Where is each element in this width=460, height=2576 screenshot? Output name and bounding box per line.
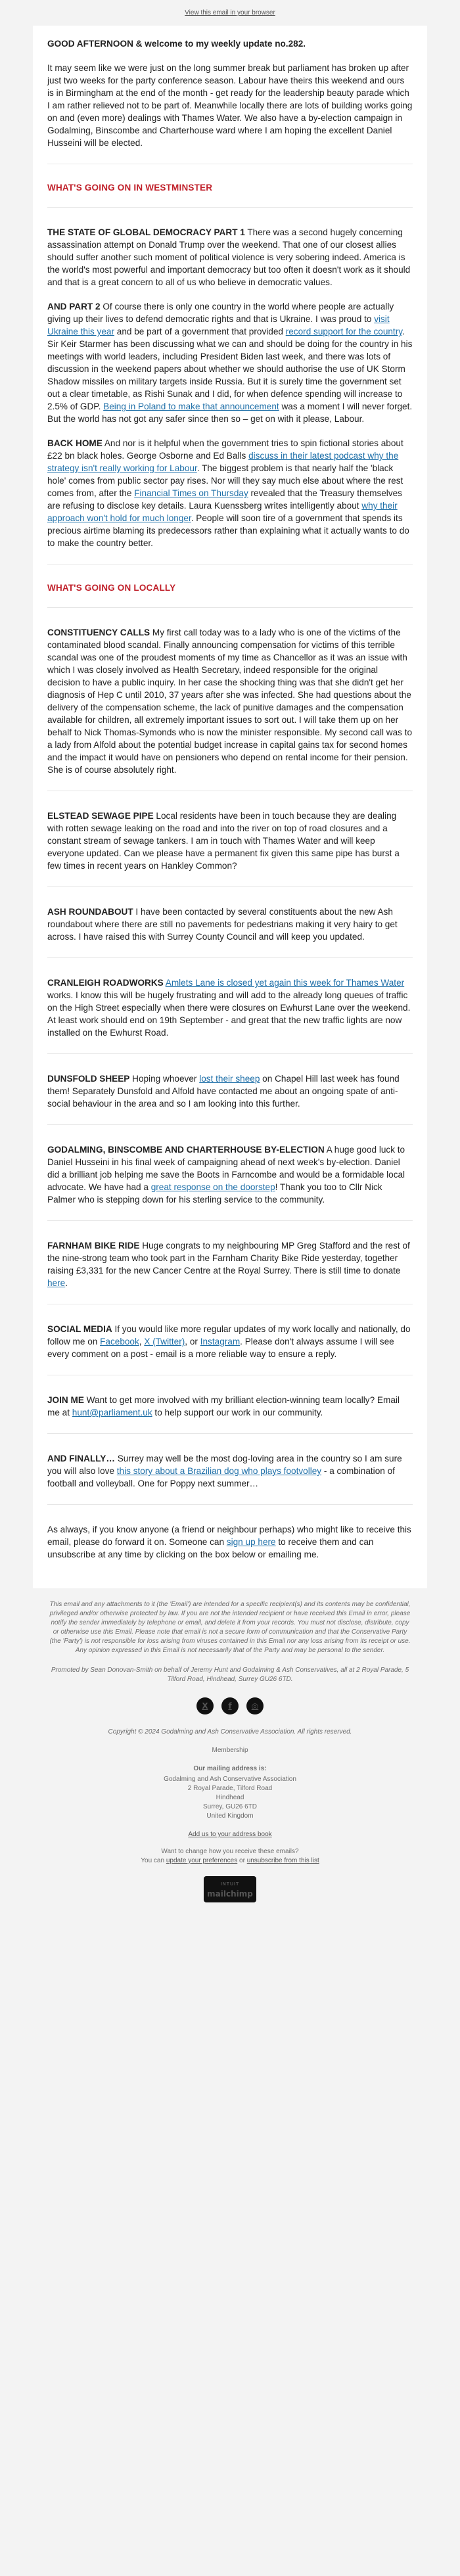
- democracy-part2-paragraph: AND PART 2 Of course there is only one country in the world where people are actually giving up their lives to defend democratic rights and that is Ukraine. I was proud to visit Ukraine this year and be part of a government that provided record support for the country. Sir Keir Starmer has been discussing what we can and should be doing for the country in his meetings with world leaders, including President Biden last week, and there was lots of discussion in the weekend papers about whether we should authorise the use of UK Storm Shadow missiles on military targets inside Russia. But it is surely time the government set out a clear timetable, as Rishi Sunak and I did, for when defence spending will increase to 2.5% of GDP. Being in Poland to make that announcement was a moment I will never forget. But the world has not got any safer since then so – get on with it please, Labour.: [47, 302, 413, 424]
- mailing-address: Godalming and Ash Conservative Association 2 Royal Parade, Tilford Road Hindhead Surrey, GU26 6TD United Kingdom: [164, 1776, 296, 1820]
- join-me-paragraph: JOIN ME Want to get more involved with my brilliant election-winning team locally? Email me at hunt@parliament.uk to help support our work in our community.: [47, 1395, 400, 1417]
- record-support-link[interactable]: record support for the country: [285, 327, 403, 336]
- and-finally-paragraph: AND FINALLY… Surrey may well be the most dog-loving area in the country so I am sure you will also love this story about a Brazilian dog who plays footvolley - a combination of football and volleyball. One for Poppy next summer…: [47, 1454, 402, 1488]
- and-finally-title: AND FINALLY…: [47, 1454, 115, 1463]
- email-link[interactable]: hunt@parliament.uk: [72, 1408, 152, 1417]
- ash-title: ASH ROUNDABOUT: [47, 907, 133, 917]
- join-me-title: JOIN ME: [47, 1395, 84, 1405]
- twitter-link[interactable]: X (Twitter): [144, 1337, 185, 1346]
- add-to-address-book-link[interactable]: Add us to your address book: [188, 1831, 272, 1838]
- cranleigh-paragraph: CRANLEIGH ROADWORKS Amlets Lane is closed yet again this week for Thames Water works. I know this will be hugely frustrating and will add to the already long queues of traffic on the High Street especially when there were closures on Ewhurst Lane over the weekend. At least work should end on 19th September - and great that the new traffic lights are now installed on the Ewhurst Road.: [47, 978, 411, 1038]
- email-body: [33, 26, 427, 1588]
- divider: [47, 1504, 413, 1505]
- kuenssberg-link[interactable]: why their approach won't hold for much longer: [47, 501, 398, 523]
- constituency-calls-paragraph: CONSTITUENCY CALLS My first call today was to a lady who is one of the victims of the contaminated blood scandal. Finally announcing compensation for victims of this terrible scandal was one of the proudest moments of my time as Chancellor as it was an issue with which I was closely involved as Health Secretary, indeed responsible for the original decision to have a public inquiry. In her case the shocking thing was that she didn't get her diagnosis of Hep C until 2010, 37 years after she was infected. She had questions about the delivery of the compensation scheme, the lack of punitive damages and the compensation available for children, all extremely important issues to sort out. I will take them up on her behalf to Nick Thomas-Symonds who is now the minister responsible. My second call was to a lady from Alfold about the potential budget increase in capital gains tax for second homes and the impact it would have on pensioners who depend on rental income for their pension. She is of course absolutely right.: [47, 628, 413, 775]
- divider: [47, 1053, 413, 1054]
- divider: [47, 1220, 413, 1221]
- mailing-address-heading: Our mailing address is:: [193, 1765, 267, 1772]
- social-icons: [47, 1697, 413, 1714]
- elstead-paragraph: ELSTEAD SEWAGE PIPE Local residents have been in touch because they are dealing with rotten sewage leaking on the road and into the river on top of road closures and a constant stream of sewage tankers. I am in touch with Thames Water and will keep everyone updated. Can we please have a permanent fix given this same pipe has burst a few times in recent years on Hankley Common?: [47, 811, 400, 871]
- visit-ukraine-link[interactable]: visit Ukraine this year: [47, 314, 390, 336]
- section-heading-westminster: WHAT'S GOING ON IN WESTMINSTER: [47, 183, 213, 193]
- farnham-title: FARNHAM BIKE RIDE: [47, 1241, 140, 1251]
- closing-paragraph: As always, if you know anyone (a friend or neighbour perhaps) who might like to receive this email, please do forward it on. Someone can sign up here to receive them and can unsubscribe at any time by clicking on the box below or emailing me.: [47, 1525, 411, 1559]
- intro-title: GOOD AFTERNOON & welcome to my weekly update no.282.: [47, 39, 306, 49]
- democracy-part2-title: AND PART 2: [47, 302, 101, 311]
- email-footer: [33, 1588, 427, 1914]
- x-icon[interactable]: X: [196, 1697, 214, 1714]
- preferences-text: Want to change how you receive these emails?: [161, 1848, 299, 1855]
- amlets-lane-link[interactable]: Amlets Lane is closed yet again this week for Thames Water: [165, 978, 405, 988]
- preferences-links: You can update your preferences or unsubscribe from this list: [141, 1857, 319, 1864]
- divider: [47, 207, 413, 208]
- doorstep-response-link[interactable]: great response on the doorstep: [150, 1182, 275, 1192]
- mailchimp-logo[interactable]: INTUIT mailchimp: [204, 1876, 256, 1902]
- dunsfold-paragraph: DUNSFOLD SHEEP Hoping whoever lost their sheep on Chapel Hill last week has found them! Separately Dunsfold and Alfold have contacted me about an ongoing spate of anti-social behaviour in the area and so I am looking into this further.: [47, 1074, 400, 1109]
- farnham-paragraph: FARNHAM BIKE RIDE Huge congrats to my neighbouring MP Greg Stafford and the rest of the nine-strong team who took part in the Farnham Charity Bike Ride yesterday, together raising £3,331 for the new Cancer Centre at the Royal Surrey. There is still time to donate here.: [47, 1241, 410, 1288]
- donate-link[interactable]: here: [47, 1278, 66, 1288]
- lost-sheep-link[interactable]: lost their sheep: [199, 1074, 260, 1084]
- financial-times-link[interactable]: Financial Times on Thursday: [134, 488, 248, 498]
- intro-text: It may seem like we were just on the long summer break but parliament has broken up after just two weeks for the party conference season. Labour have theirs this weekend and ours is in Birmingham at the end of the month - get ready for the leadership beauty parade which I am rather relieved not to be part of. Meanwhile locally there are lots of building works going on and (even more) dealings with Thames Water. We also have a by-election campaign in Godalming, Binscombe and Charterhouse ward where I am hoping the excellent Daniel Husseini will be elected.: [47, 63, 413, 148]
- copyright: Copyright © 2024 Godalming and Ash Conservative Association. All rights reserved.: [108, 1728, 352, 1736]
- legal-disclaimer: This email and any attachments to it (the 'Email') are intended for a specific recipient(s) and its contents may be confidential, privileged and/or otherwise protected by law. If you are not the intended recipient or have received this Email in error, please notify the sender immediately by telephone or email, and delete it from your records. You must not disclose, distribute, copy or otherwise use this Email. Please note that email is not a secure form of communication and that the Conservative Party (the 'Party') is not responsible for loss arising from viruses contained in this Email nor any loss arising from its receipt or use. Any opinion expressed in this Email is not necessarily that of the Party and may be personal to the sender.: [49, 1601, 411, 1654]
- section-heading-locally: WHAT'S GOING ON LOCALLY: [47, 583, 176, 593]
- back-home-title: BACK HOME: [47, 438, 103, 448]
- dunsfold-title: DUNSFOLD SHEEP: [47, 1074, 130, 1084]
- divider: [47, 886, 413, 887]
- promoted-by: Promoted by Sean Donovan-Smith on behalf of Jeremy Hunt and Godalming & Ash Conservatives, all at 2 Royal Parade, 5 Tilford Road, Hindhead, Surrey GU26 6TD.: [51, 1667, 409, 1683]
- facebook-icon[interactable]: f: [221, 1697, 239, 1714]
- divider: [47, 1124, 413, 1125]
- cranleigh-title: CRANLEIGH ROADWORKS: [47, 978, 164, 988]
- brazilian-dog-link[interactable]: this story about a Brazilian dog who plays footvolley: [116, 1466, 322, 1476]
- ash-paragraph: ASH ROUNDABOUT I have been contacted by several constituents about the new Ash roundabout where there are still no pavements for pedestrians making it very hairy to get across. I have raised this with Surrey County Council and will keep you updated.: [47, 907, 398, 942]
- divider: [47, 957, 413, 958]
- social-media-paragraph: SOCIAL MEDIA If you would like more regular updates of my work locally and nationally, do follow me on Facebook, X (Twitter), or Instagram. Please don't always assume I will see every comment on a post - email is a more reliable way to ensure a reply.: [47, 1324, 411, 1359]
- view-in-browser-link[interactable]: View this email in your browser: [185, 9, 275, 16]
- update-preferences-link[interactable]: update your preferences: [166, 1857, 238, 1864]
- unsubscribe-link[interactable]: unsubscribe from this list: [246, 1857, 319, 1864]
- democracy-part1-paragraph: THE STATE OF GLOBAL DEMOCRACY PART 1 There was a second hugely concerning assassination attempt on Donald Trump over the weekend. That one of our closest allies should suffer another such moment of political violence is very sobering indeed. America is the world's most powerful and important democracy but too often it doesn't work as it should and that is a great concern to all of us who believe in democratic values.: [47, 227, 411, 287]
- by-election-title: GODALMING, BINSCOMBE AND CHARTERHOUSE BY-ELECTION: [47, 1145, 325, 1155]
- instagram-icon[interactable]: ◎: [246, 1697, 264, 1714]
- social-media-title: SOCIAL MEDIA: [47, 1324, 112, 1334]
- facebook-link[interactable]: Facebook: [100, 1337, 139, 1346]
- elstead-title: ELSTEAD SEWAGE PIPE: [47, 811, 154, 821]
- democracy-part1-title: THE STATE OF GLOBAL DEMOCRACY PART 1: [47, 227, 245, 237]
- divider: [47, 607, 413, 608]
- sign-up-link[interactable]: sign up here: [226, 1537, 276, 1547]
- constituency-calls-title: CONSTITUENCY CALLS: [47, 628, 150, 637]
- instagram-link[interactable]: Instagram: [200, 1337, 241, 1346]
- view-in-browser-bar: [0, 9, 460, 16]
- by-election-paragraph: GODALMING, BINSCOMBE AND CHARTERHOUSE BY-ELECTION A huge good luck to Daniel Husseini in his final week of campaigning ahead of next week's by-election. Daniel did a brilliant job helping me save the Boots in Farncombe and would be a formidable local advocate. We have had a great response on the doorstep! Thank you too to Cllr Nick Palmer who is stepping down for his sterling service to the community.: [47, 1145, 405, 1205]
- podcast-link[interactable]: discuss in their latest podcast why the strategy isn't really working for Labour: [47, 451, 399, 473]
- divider: [47, 1433, 413, 1434]
- membership-label: Membership: [212, 1747, 248, 1754]
- poland-announcement-link[interactable]: Being in Poland to make that announcement: [103, 402, 279, 411]
- back-home-paragraph: BACK HOME And nor is it helpful when the government tries to spin fictional stories about £22 bn black holes. George Osborne and Ed Balls discuss in their latest podcast why the strategy isn't really working for Labour. The biggest problem is that nearly half the 'black hole' comes from public sector pay rises. Nor will they say much else about where the rest comes from, after the Financial Times on Thursday revealed that the Treasury themselves are refusing to disclose key details. Laura Kuenssberg writes intelligently about why their approach won't hold for much longer. People will soon tire of a government that spends its precious airtime blaming its predecessors rather than explaining what it actually wants to do to make the country better.: [47, 438, 409, 548]
